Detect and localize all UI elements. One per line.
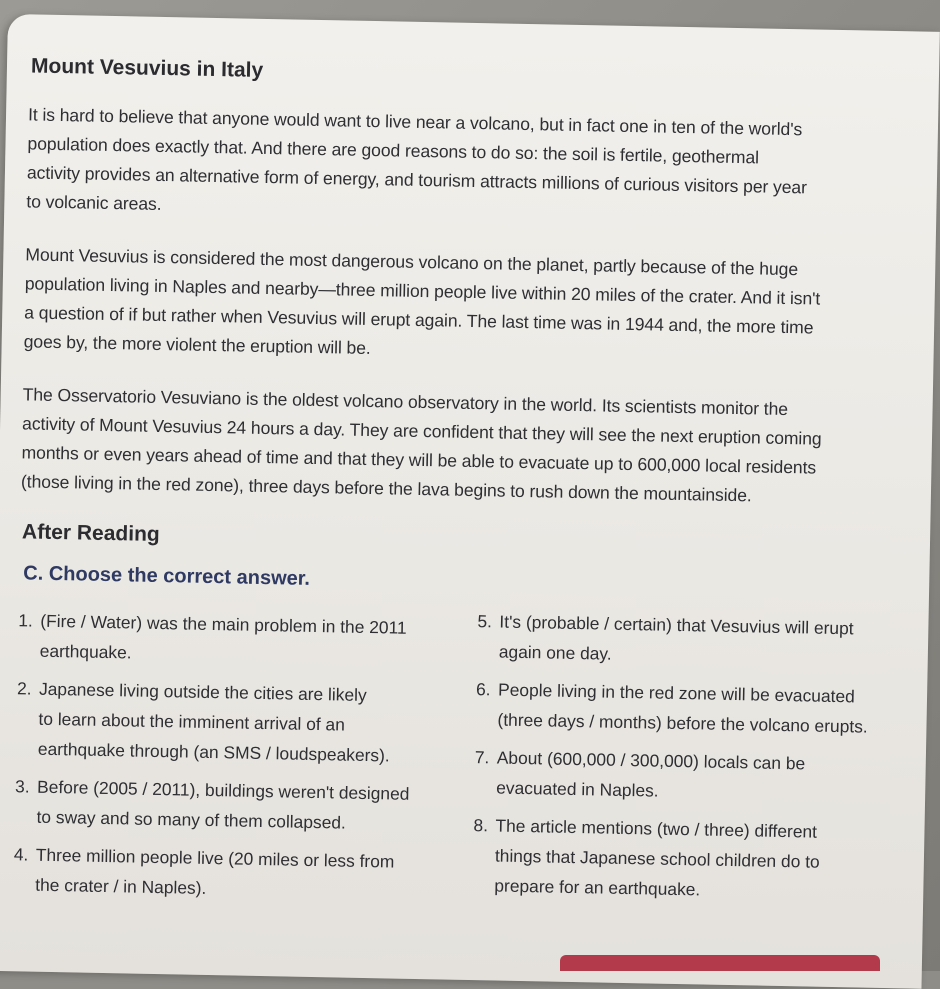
question-text-continued: prepare for an earthquake. <box>494 875 701 900</box>
question-text: Japanese living outside the cities are likely <box>38 678 367 706</box>
question-text-continued: the crater / in Naples). <box>35 874 207 898</box>
question-text: People living in the red zone will be evacuated <box>497 679 855 707</box>
question-text: About (600,000 / 300,000) locals can be <box>496 747 806 774</box>
question-text-continued: things that Japanese school children do to <box>494 845 820 872</box>
question-text-continued: again one day. <box>498 641 612 664</box>
textbook-page <box>0 14 940 989</box>
question-5 <box>477 606 909 674</box>
question-2 <box>16 673 449 771</box>
question-number: 7. <box>474 747 490 768</box>
paragraph-line: a question of if but rather when Vesuvius will erupt again. The last time was in 1944 and, the more time <box>24 302 814 338</box>
paragraph-line: The Osservatorio Vesuviano is the oldest volcano observatory in the world. Its scientists monitor the <box>22 384 789 420</box>
question-3 <box>14 771 446 839</box>
paragraph-line: population living in Naples and nearby—three million people live within 20 miles of the crater. And it isn't <box>24 273 821 309</box>
question-4 <box>13 839 445 907</box>
question-number: 4. <box>13 844 29 865</box>
paragraph-line: goes by, the more violent the eruption will be. <box>23 331 371 359</box>
question-1 <box>17 605 449 673</box>
paragraph-1 <box>26 100 918 233</box>
questions-left-column <box>13 605 450 915</box>
question-number: 3. <box>14 776 30 797</box>
paragraph-line: It is hard to believe that anyone would want to live near a volcano, but in fact one in ten of the world's <box>27 104 803 140</box>
question-number: 6. <box>475 679 491 700</box>
question-text-continued: evacuated in Naples. <box>496 777 659 801</box>
question-text: Three million people live (20 miles or less from <box>35 844 395 872</box>
question-text: The article mentions (two / three) different <box>495 815 818 842</box>
questions-right-column <box>472 606 909 924</box>
questions-columns <box>13 605 909 924</box>
question-text: Before (2005 / 2011), buildings weren't designed <box>36 776 410 804</box>
question-text-continued: earthquake through (an SMS / loudspeakers). <box>37 738 390 766</box>
paragraph-line: population does exactly that. And there are good reasons to do so: the soil is fertile, geothermal <box>27 133 760 168</box>
section-heading: After Reading <box>21 520 160 547</box>
page-content <box>13 54 919 924</box>
question-text-continued: to learn about the imminent arrival of an <box>38 708 346 735</box>
paragraph-line: Mount Vesuvius is considered the most dangerous volcano on the planet, partly because of the huge <box>25 244 799 280</box>
paragraph-line: months or even years ahead of time and that they will be able to evacuate up to 600,000 local residents <box>21 442 817 478</box>
question-number: 2. <box>16 678 32 699</box>
paragraph-line: to volcanic areas. <box>26 191 162 214</box>
question-number: 5. <box>477 611 493 632</box>
paragraph-line: activity provides an alternative form of energy, and tourism attracts millions of curious visitors per year <box>26 162 808 198</box>
question-text-continued: (three days / months) before the volcano erupts. <box>497 709 868 737</box>
question-text-continued: to sway and so many of them collapsed. <box>36 806 347 833</box>
page-footer-tab <box>560 955 880 971</box>
question-text-continued: earthquake. <box>39 640 132 663</box>
question-number: 8. <box>473 815 489 836</box>
paragraph-3 <box>21 380 913 513</box>
question-7 <box>474 742 906 810</box>
article-title: Mount Vesuvius in Italy <box>30 54 264 82</box>
question-6 <box>475 674 907 742</box>
paragraph-line: (those living in the red zone), three days before the lava begins to rush down the mountainside. <box>20 471 752 506</box>
question-8 <box>472 810 905 908</box>
exercise-heading: C. Choose the correct answer. <box>23 562 311 590</box>
paragraph-line: activity of Mount Vesuvius 24 hours a day. They are confident that they will see the next eruption coming <box>21 413 822 449</box>
question-text: (Fire / Water) was the main problem in the 2011 <box>40 610 407 638</box>
question-text: It's (probable / certain) that Vesuvius will erupt <box>499 611 854 639</box>
question-number: 1. <box>18 610 34 631</box>
paragraph-2 <box>23 240 915 373</box>
